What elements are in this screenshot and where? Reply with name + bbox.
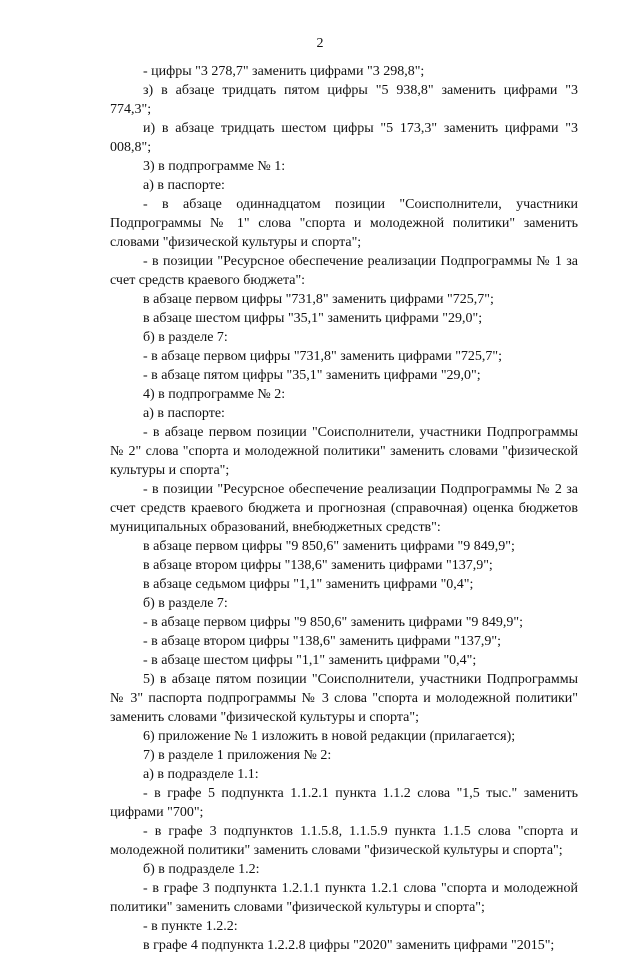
paragraph: з) в абзаце тридцать пятом цифры "5 938,8" заменить цифрами "3 774,3"; [110,83,578,117]
paragraph: - в графе 3 подпункта 1.2.1.1 пункта 1.2.1 слова "спорта и молодежной политики" заменить словами "физической культуры и спорта"; [110,881,578,915]
document-body [110,62,578,955]
paragraph: б) в подразделе 1.2: [143,862,260,877]
paragraph: в графе 4 подпункта 1.2.2.8 цифры "2020" заменить цифрами "2015"; [143,938,555,953]
paragraph: б) в разделе 7: [143,596,228,611]
paragraph: - в абзаце шестом цифры "1,1" заменить цифрами "0,4"; [143,653,477,668]
paragraph: в абзаце седьмом цифры "1,1" заменить цифрами "0,4"; [143,577,474,592]
paragraph: - в абзаце одиннадцатом позиции "Соисполнители, участники Подпрограммы № 1" слова "спорта и молодежной политики" заменить словами "физической культуры и спорта"; [110,197,578,250]
paragraph: - в позиции "Ресурсное обеспечение реализации Подпрограммы № 2 за счет средств краевого бюджета и прогнозная (справочная) оценка бюджетов муниципальных образований, внебюджетных средств": [110,482,578,535]
paragraph: - в абзаце пятом цифры "35,1" заменить цифрами "29,0"; [143,368,481,383]
paragraph: в абзаце первом цифры "9 850,6" заменить цифрами "9 849,9"; [143,539,515,554]
paragraph: в абзаце шестом цифры "35,1" заменить цифрами "29,0"; [143,311,483,326]
paragraph: - в позиции "Ресурсное обеспечение реализации Подпрограммы № 1 за счет средств краевого бюджета": [110,254,578,288]
paragraph: в абзаце первом цифры "731,8" заменить цифрами "725,7"; [143,292,494,307]
paragraph: а) в паспорте: [143,178,225,193]
paragraph: и) в абзаце тридцать шестом цифры "5 173,3" заменить цифрами "3 008,8"; [110,121,578,155]
paragraph: - цифры "3 278,7" заменить цифрами "3 298,8"; [143,64,425,79]
paragraph: - в абзаце первом цифры "731,8" заменить цифрами "725,7"; [143,349,503,364]
paragraph: 6) приложение № 1 изложить в новой редакции (прилагается); [143,729,516,744]
paragraph: 7) в разделе 1 приложения № 2: [143,748,332,763]
paragraph: - в пункте 1.2.2: [143,919,238,934]
paragraph: а) в паспорте: [143,406,225,421]
paragraph: в абзаце втором цифры "138,6" заменить цифрами "137,9"; [143,558,493,573]
paragraph: 4) в подпрограмме № 2: [143,387,286,402]
paragraph: а) в подразделе 1.1: [143,767,259,782]
page-number: 2 [316,36,324,51]
paragraph: - в абзаце первом цифры "9 850,6" заменить цифрами "9 849,9"; [143,615,524,630]
paragraph: - в абзаце первом позиции "Соисполнители, участники Подпрограммы № 2" слова "спорта и молодежной политики" заменить словами "физической культуры и спорта"; [110,425,578,478]
paragraph: 5) в абзаце пятом позиции "Соисполнители, участники Подпрограммы № 3" паспорта подпрограммы № 3 слова "спорта и молодежной политики" заменить словами "физической культуры и спорта"; [110,672,578,725]
paragraph: б) в разделе 7: [143,330,228,345]
paragraph: - в графе 3 подпунктов 1.1.5.8, 1.1.5.9 пункта 1.1.5 слова "спорта и молодежной политики" заменить словами "физической культуры и спорта"; [110,824,578,858]
paragraph: - в абзаце втором цифры "138,6" заменить цифрами "137,9"; [143,634,501,649]
paragraph: 3) в подпрограмме № 1: [143,159,286,174]
paragraph: - в графе 5 подпункта 1.1.2.1 пункта 1.1.2 слова "1,5 тыс." заменить цифрами "700"; [110,786,578,820]
